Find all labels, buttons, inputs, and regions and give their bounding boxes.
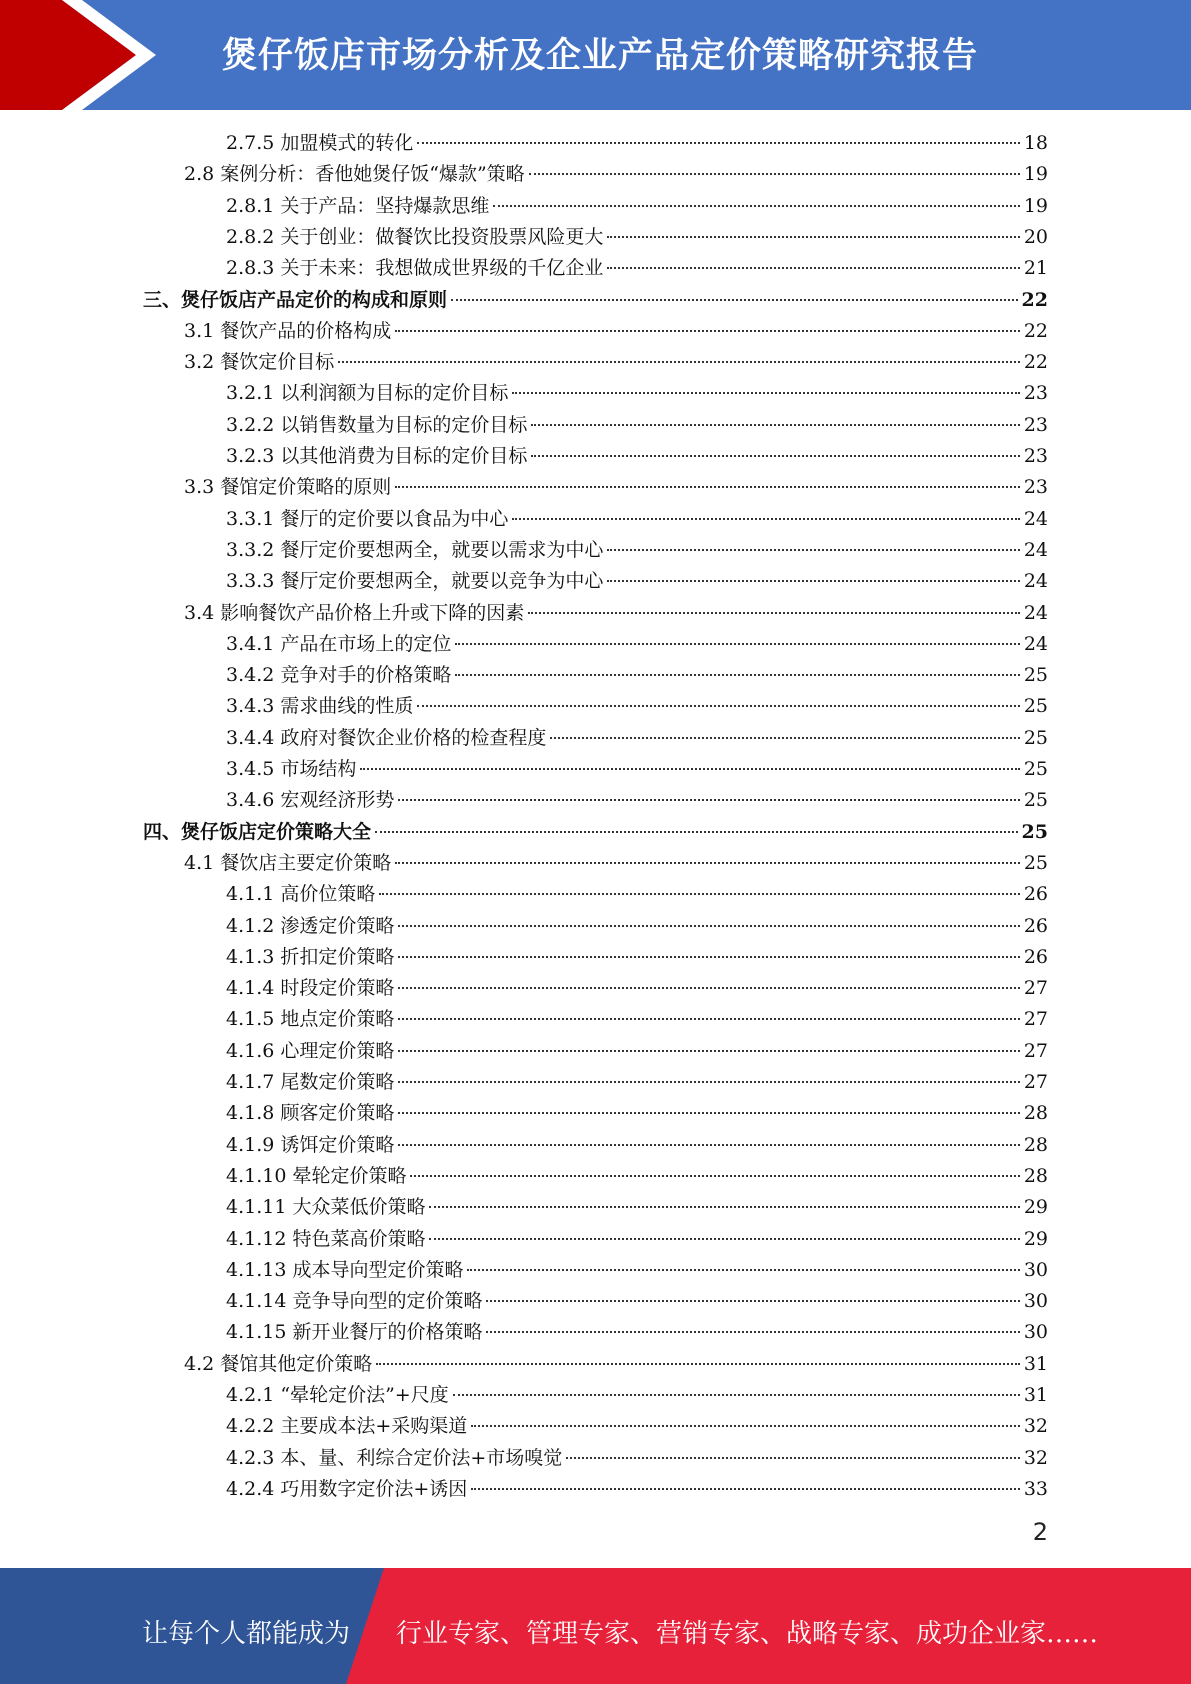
toc-dot-leader bbox=[451, 299, 1018, 301]
toc-dot-leader bbox=[486, 1300, 1019, 1302]
toc-entry[interactable] bbox=[184, 347, 1048, 378]
toc-entry[interactable] bbox=[184, 472, 1048, 503]
toc-dot-leader bbox=[531, 455, 1019, 457]
toc-dot-leader bbox=[398, 1112, 1019, 1114]
toc-entry-page: 28 bbox=[1023, 1164, 1048, 1187]
toc-entry[interactable] bbox=[226, 1161, 1048, 1192]
toc-dot-leader bbox=[471, 1425, 1020, 1427]
toc-dot-leader bbox=[528, 612, 1020, 614]
toc-entry[interactable] bbox=[226, 535, 1048, 566]
toc-entry[interactable] bbox=[226, 723, 1048, 754]
toc-entry-page: 32 bbox=[1023, 1446, 1048, 1469]
toc-entry-page: 24 bbox=[1023, 632, 1048, 655]
toc-entry-title: 4.1.13 成本导向型定价策略 bbox=[226, 1258, 464, 1281]
toc-dot-leader bbox=[467, 1269, 1019, 1271]
toc-entry-page: 27 bbox=[1023, 1008, 1048, 1031]
toc-entry-title: 2.8.3 关于未来：我想做成世界级的千亿企业 bbox=[226, 257, 604, 280]
toc-entry[interactable] bbox=[226, 660, 1048, 691]
toc-entry[interactable] bbox=[226, 754, 1048, 785]
toc-entry[interactable] bbox=[226, 1380, 1048, 1411]
toc-dot-leader bbox=[607, 549, 1019, 551]
toc-entry-page: 18 bbox=[1023, 132, 1048, 154]
toc-dot-leader bbox=[398, 956, 1019, 958]
toc-entry-title: 3.4.1 产品在市场上的定位 bbox=[226, 632, 452, 655]
toc-entry-page: 25 bbox=[1021, 820, 1048, 843]
toc-dot-leader bbox=[398, 1081, 1019, 1083]
toc-entry[interactable] bbox=[184, 1349, 1048, 1380]
toc-entry-page: 31 bbox=[1023, 1384, 1048, 1406]
toc-dot-leader bbox=[375, 831, 1018, 833]
toc-entry-page: 25 bbox=[1023, 695, 1048, 718]
toc-dot-leader bbox=[493, 205, 1019, 207]
toc-entry-title: 3.4.2 竞争对手的价格策略 bbox=[226, 664, 452, 687]
toc-entry-title: 4.2.2 主要成本法+采购渠道 bbox=[226, 1415, 468, 1438]
footer-slogan-right: 行业专家、管理专家、营销专家、战略专家、成功企业家…… bbox=[396, 1619, 1099, 1649]
toc-dot-leader bbox=[360, 768, 1019, 770]
toc-entry-title: 4.1.8 顾客定价策略 bbox=[226, 1102, 395, 1125]
toc-entry-title: 4.1.10 晕轮定价策略 bbox=[226, 1164, 407, 1187]
toc-entry-page: 29 bbox=[1023, 1227, 1048, 1250]
toc-dot-leader bbox=[376, 1363, 1020, 1365]
toc-dot-leader bbox=[486, 1331, 1019, 1333]
toc-dot-leader bbox=[395, 330, 1020, 332]
toc-dot-leader bbox=[395, 862, 1020, 864]
toc-dot-leader bbox=[417, 705, 1019, 707]
toc-entry[interactable] bbox=[226, 441, 1048, 472]
page-number: 2 bbox=[1032, 1518, 1048, 1546]
toc-entry[interactable] bbox=[143, 285, 1048, 316]
toc-entry-page: 25 bbox=[1023, 726, 1048, 749]
toc-entry[interactable] bbox=[226, 253, 1048, 284]
toc-dot-leader bbox=[455, 674, 1019, 676]
toc-entry-title: 3.3.1 餐厅的定价要以食品为中心 bbox=[226, 507, 509, 530]
toc-entry[interactable] bbox=[143, 817, 1048, 848]
toc-entry-title: 4.1.15 新开业餐厅的价格策略 bbox=[226, 1321, 483, 1344]
toc-entry-page: 20 bbox=[1023, 225, 1048, 248]
toc-entry-title: 3.2.3 以其他消费为目标的定价目标 bbox=[226, 445, 528, 467]
toc-entry[interactable] bbox=[226, 1411, 1048, 1442]
toc-entry-page: 23 bbox=[1023, 382, 1048, 405]
toc-entry-title: 4.1.12 特色菜高价策略 bbox=[226, 1227, 426, 1250]
toc-entry-title: 3.2.2 以销售数量为目标的定价目标 bbox=[226, 413, 528, 436]
toc-entry[interactable] bbox=[226, 973, 1048, 1004]
toc-entry[interactable] bbox=[226, 942, 1048, 973]
toc-dot-leader bbox=[429, 1206, 1019, 1208]
toc-entry-page: 25 bbox=[1023, 789, 1048, 812]
toc-entry[interactable] bbox=[226, 504, 1048, 535]
toc-entry-title: 3.3 餐馆定价策略的原则 bbox=[184, 476, 392, 499]
toc-entry-page: 22 bbox=[1023, 319, 1048, 342]
toc-entry[interactable] bbox=[184, 159, 1048, 190]
toc-entry-page: 23 bbox=[1023, 476, 1048, 499]
toc-entry[interactable] bbox=[226, 1192, 1048, 1223]
toc-entry-title: 2.8 案例分析：香他她煲仔饭“爆款”策略 bbox=[184, 163, 525, 186]
toc-entry-title: 4.2.1 “晕轮定价法”+尺度 bbox=[226, 1384, 449, 1406]
toc-entry-page: 26 bbox=[1023, 945, 1048, 968]
toc-dot-leader bbox=[398, 987, 1019, 989]
toc-entry-page: 33 bbox=[1023, 1477, 1048, 1500]
toc-entry-page: 23 bbox=[1023, 413, 1048, 436]
toc-entry-title: 2.8.1 关于产品：坚持爆款思维 bbox=[226, 194, 490, 217]
toc-dot-leader bbox=[512, 392, 1019, 394]
toc-entry-page: 24 bbox=[1023, 570, 1048, 593]
toc-dot-leader bbox=[398, 1144, 1019, 1146]
toc-entry-title: 4.1.11 大众菜低价策略 bbox=[226, 1196, 426, 1219]
toc-entry-title: 3.3.3 餐厅定价要想两全，就要以竞争为中心 bbox=[226, 570, 604, 593]
toc-dot-leader bbox=[398, 925, 1019, 927]
toc-entry-title: 三、煲仔饭店产品定价的构成和原则 bbox=[143, 288, 448, 311]
toc-entry-page: 28 bbox=[1023, 1102, 1048, 1125]
toc-entry-title: 4.1.9 诱饵定价策略 bbox=[226, 1133, 395, 1156]
toc-entry-page: 25 bbox=[1023, 758, 1048, 780]
toc-dot-leader bbox=[566, 1457, 1020, 1459]
toc-entry-page: 31 bbox=[1023, 1352, 1048, 1375]
toc-entry-page: 29 bbox=[1023, 1196, 1048, 1219]
toc-entry-title: 4.1.14 竞争导向型的定价策略 bbox=[226, 1290, 483, 1313]
toc-entry-title: 3.4.4 政府对餐饮企业价格的检查程度 bbox=[226, 726, 547, 749]
footer-slogan-left: 让每个人都能成为 bbox=[142, 1619, 351, 1649]
toc-entry-title: 4.1 餐饮店主要定价策略 bbox=[184, 851, 392, 874]
toc-entry-page: 24 bbox=[1023, 538, 1048, 561]
toc-entry-page: 32 bbox=[1023, 1415, 1048, 1438]
toc-entry[interactable] bbox=[226, 785, 1048, 816]
toc-entry-page: 23 bbox=[1023, 445, 1048, 467]
toc-entry-title: 四、煲仔饭店定价策略大全 bbox=[143, 820, 372, 843]
toc-entry[interactable] bbox=[226, 222, 1048, 253]
toc-entry[interactable] bbox=[226, 378, 1048, 409]
toc-dot-leader bbox=[398, 1050, 1019, 1052]
toc-entry-page: 19 bbox=[1023, 163, 1048, 186]
toc-entry-title: 4.1.2 渗透定价策略 bbox=[226, 914, 395, 937]
toc-dot-leader bbox=[529, 173, 1020, 175]
toc-entry[interactable] bbox=[226, 1286, 1048, 1317]
toc-dot-leader bbox=[417, 142, 1019, 144]
toc-entry-title: 2.7.5 加盟模式的转化 bbox=[226, 132, 414, 154]
toc-entry-page: 27 bbox=[1023, 1071, 1048, 1093]
toc-entry[interactable] bbox=[226, 1004, 1048, 1035]
toc-entry-title: 4.2.4 巧用数字定价法+诱因 bbox=[226, 1477, 468, 1500]
toc-entry-title: 4.1.6 心理定价策略 bbox=[226, 1039, 395, 1062]
toc-entry[interactable] bbox=[226, 1067, 1048, 1098]
toc-entry[interactable] bbox=[226, 1130, 1048, 1161]
toc-entry[interactable] bbox=[226, 1255, 1048, 1286]
toc-entry-title: 4.2.3 本、量、利综合定价法+市场嗅觉 bbox=[226, 1446, 563, 1469]
toc-dot-leader bbox=[398, 799, 1019, 801]
toc-entry-page: 22 bbox=[1023, 351, 1048, 374]
toc-dot-leader bbox=[512, 518, 1019, 520]
toc-entry-title: 2.8.2 关于创业：做餐饮比投资股票风险更大 bbox=[226, 225, 604, 248]
toc-entry[interactable] bbox=[226, 911, 1048, 942]
toc-dot-leader bbox=[395, 486, 1020, 488]
toc-entry[interactable] bbox=[226, 1474, 1048, 1505]
toc-dot-leader bbox=[379, 893, 1019, 895]
toc-entry[interactable] bbox=[226, 691, 1048, 722]
header-chevron-decoration bbox=[0, 0, 160, 110]
toc-entry[interactable] bbox=[226, 879, 1048, 910]
report-title: 煲仔饭店市场分析及企业产品定价策略研究报告 bbox=[222, 36, 979, 76]
toc-dot-leader bbox=[429, 1238, 1019, 1240]
toc-entry[interactable] bbox=[184, 598, 1048, 629]
toc-entry-title: 3.4 影响餐饮产品价格上升或下降的因素 bbox=[184, 601, 525, 624]
toc-entry[interactable] bbox=[226, 1036, 1048, 1067]
toc-dot-leader bbox=[455, 643, 1019, 645]
toc-entry-page: 25 bbox=[1023, 851, 1048, 874]
toc-entry-page: 24 bbox=[1023, 507, 1048, 530]
toc-entry-page: 28 bbox=[1023, 1133, 1048, 1156]
toc-dot-leader bbox=[550, 737, 1019, 739]
toc-entry-title: 4.1.5 地点定价策略 bbox=[226, 1008, 395, 1031]
toc-entry-page: 30 bbox=[1023, 1258, 1048, 1281]
toc-entry-title: 4.1.4 时段定价策略 bbox=[226, 977, 395, 1000]
toc-entry-title: 3.4.6 宏观经济形势 bbox=[226, 789, 395, 812]
toc-entry-title: 3.1 餐饮产品的价格构成 bbox=[184, 319, 392, 342]
page-header bbox=[0, 0, 1191, 110]
toc-entry-page: 30 bbox=[1023, 1321, 1048, 1344]
toc-entry-title: 3.4.5 市场结构 bbox=[226, 758, 357, 780]
toc-entry-title: 3.3.2 餐厅定价要想两全，就要以需求为中心 bbox=[226, 538, 604, 561]
toc-dot-leader bbox=[410, 1175, 1019, 1177]
toc-entry[interactable] bbox=[184, 316, 1048, 347]
toc-entry-page: 24 bbox=[1023, 601, 1048, 624]
toc-entry[interactable] bbox=[226, 629, 1048, 660]
toc-entry-page: 26 bbox=[1023, 883, 1048, 906]
toc-entry-title: 4.1.3 折扣定价策略 bbox=[226, 945, 395, 968]
toc-dot-leader bbox=[531, 424, 1019, 426]
toc-entry-page: 27 bbox=[1023, 977, 1048, 1000]
toc-entry[interactable] bbox=[226, 566, 1048, 597]
toc-dot-leader bbox=[398, 1018, 1019, 1020]
toc-dot-leader bbox=[471, 1488, 1020, 1490]
toc-dot-leader bbox=[607, 580, 1019, 582]
toc-dot-leader bbox=[453, 1394, 1020, 1396]
toc-entry[interactable] bbox=[226, 128, 1048, 159]
toc-entry-page: 25 bbox=[1023, 664, 1048, 687]
toc-entry-title: 3.4.3 需求曲线的性质 bbox=[226, 695, 414, 718]
toc-dot-leader bbox=[607, 267, 1019, 269]
toc-dot-leader bbox=[607, 236, 1019, 238]
toc-entry-page: 22 bbox=[1021, 288, 1048, 311]
toc-entry[interactable] bbox=[226, 1098, 1048, 1129]
toc-entry-page: 27 bbox=[1023, 1039, 1048, 1062]
toc-entry[interactable] bbox=[226, 1224, 1048, 1255]
toc-entry[interactable] bbox=[184, 848, 1048, 879]
toc-entry-title: 3.2.1 以利润额为目标的定价目标 bbox=[226, 382, 509, 405]
toc-entry-title: 4.1.1 高价位策略 bbox=[226, 883, 376, 906]
toc-entry[interactable] bbox=[226, 410, 1048, 441]
toc-entry-page: 26 bbox=[1023, 914, 1048, 937]
toc-entry-title: 4.1.7 尾数定价策略 bbox=[226, 1071, 395, 1093]
toc-entry[interactable] bbox=[226, 1317, 1048, 1348]
toc-entry-title: 3.2 餐饮定价目标 bbox=[184, 351, 335, 374]
toc-entry-page: 19 bbox=[1023, 194, 1048, 217]
toc-entry[interactable] bbox=[226, 1443, 1048, 1474]
toc-entry-title: 4.2 餐馆其他定价策略 bbox=[184, 1352, 373, 1375]
toc-entry-page: 21 bbox=[1023, 257, 1048, 280]
page-footer bbox=[0, 1568, 1191, 1684]
toc-entry-page: 30 bbox=[1023, 1290, 1048, 1313]
toc-entry[interactable] bbox=[226, 191, 1048, 222]
toc-dot-leader bbox=[338, 361, 1020, 363]
